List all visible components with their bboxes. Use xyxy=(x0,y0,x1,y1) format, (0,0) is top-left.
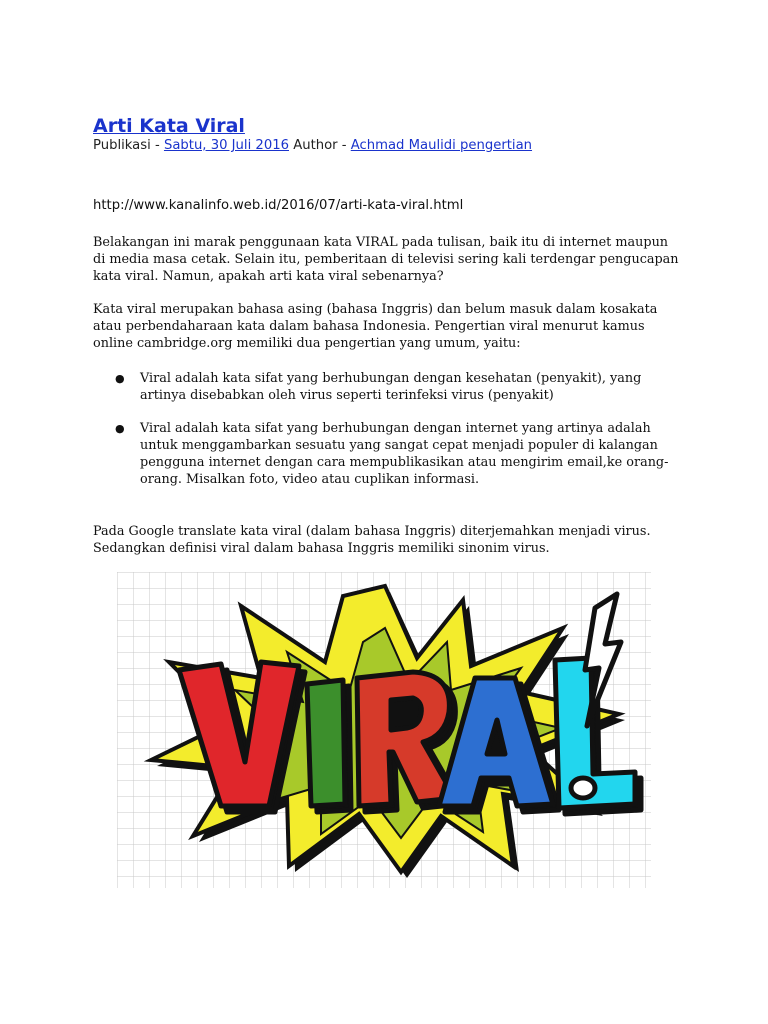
viral-comic-image xyxy=(117,572,651,888)
paragraph-intro: Belakangan ini marak penggunaan kata VIRAL pada tulisan, baik itu di internet maupun di media masa cetak. Selain itu, pemberitaan di televisi sering kali terdengar pengucapan kata viral. Namun, apakah arti kata viral sebenarnya? xyxy=(93,235,679,284)
published-label: Publikasi - xyxy=(93,138,164,153)
article-title-link[interactable]: Arti Kata Viral xyxy=(93,115,245,137)
author-link[interactable]: Achmad Maulidi pengertian xyxy=(350,138,533,153)
article-meta xyxy=(93,137,532,155)
bullet-icon: ● xyxy=(115,372,125,385)
author-label: Author - xyxy=(289,138,351,153)
list-item xyxy=(115,370,685,404)
definition-list xyxy=(115,370,685,488)
list-item-text: Viral adalah kata sifat yang berhubungan dengan internet yang artinya adalah untuk menggambarkan sesuatu yang sangat cepat menjadi populer di kalangan pengguna internet dengan cara mempublikasikan atau mengirim email,ke orang-orang. Misalkan foto, video atau cuplikan informasi. xyxy=(140,421,669,487)
list-item-text: Viral adalah kata sifat yang berhubungan dengan kesehatan (penyakit), yang artinya disebabkan oleh virus seperti terinfeksi virus (penyakit) xyxy=(140,371,642,403)
source-url: http://www.kanalinfo.web.id/2016/07/arti-kata-viral.html xyxy=(93,198,464,213)
viral-burst-illustration xyxy=(117,572,651,888)
paragraph-translation: Pada Google translate kata viral (dalam bahasa Inggris) diterjemahkan menjadi virus. Sedangkan definisi viral dalam bahasa Inggris memiliki sinonim virus. xyxy=(93,524,651,556)
date-link[interactable]: Sabtu, 30 Juli 2016 xyxy=(163,138,289,153)
bullet-icon: ● xyxy=(115,422,125,435)
list-item xyxy=(115,420,685,488)
paragraph-definition: Kata viral merupakan bahasa asing (bahasa Inggris) dan belum masuk dalam kosakata atau perbendaharaan kata dalam bahasa Indonesia. Pengertian viral menurut kamus online cambridge.org memiliki dua pengertian yang umum, yaitu: xyxy=(93,302,658,351)
